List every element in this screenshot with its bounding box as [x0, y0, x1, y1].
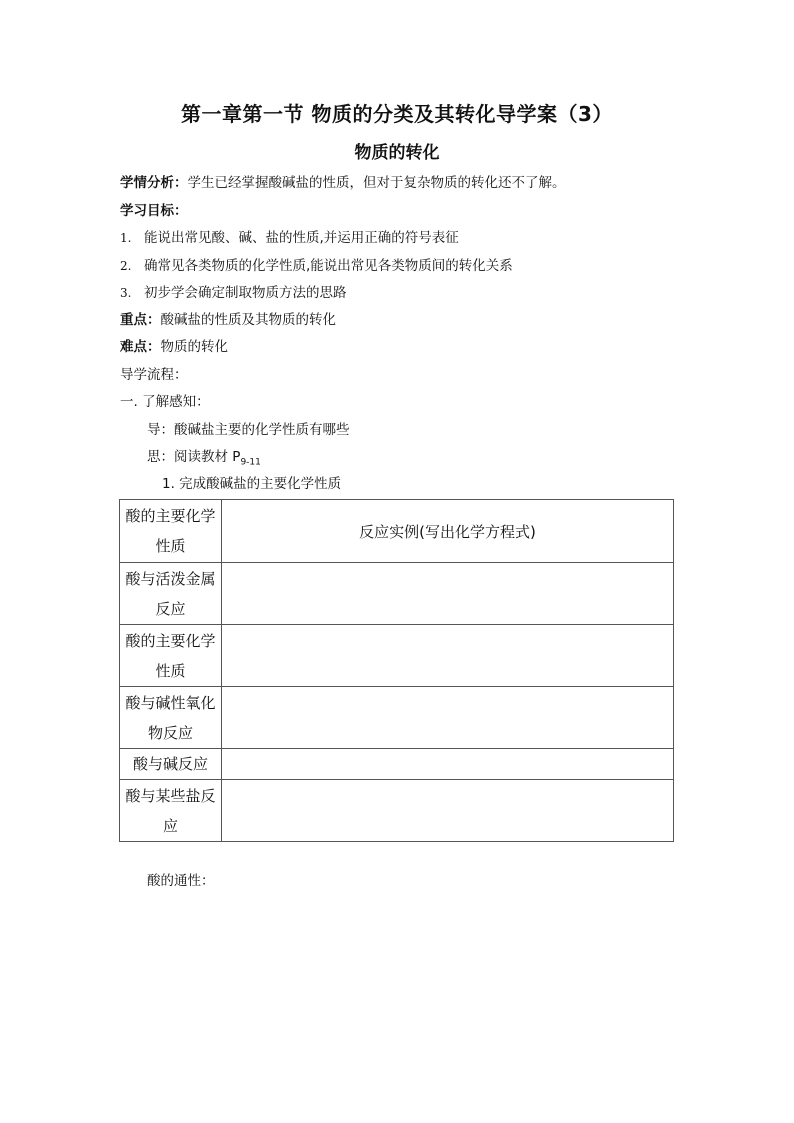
table-row	[120, 687, 674, 749]
difficulty-text: 物质的转化	[160, 339, 228, 355]
difficulty-line	[120, 338, 228, 356]
table-row	[120, 563, 674, 625]
page-title: 第一章第一节 物质的分类及其转化导学案（3）	[181, 102, 613, 126]
goal-number: 2.	[120, 259, 132, 273]
key-point-label: 重点：	[120, 312, 161, 328]
table-header-row	[120, 500, 674, 563]
goal-item	[120, 284, 347, 302]
acid-properties-table	[119, 499, 674, 842]
analysis-line	[120, 174, 566, 192]
page-subtitle: 物质的转化	[354, 143, 440, 163]
table-row	[120, 625, 674, 687]
table-row	[120, 749, 674, 780]
analysis-text: 学生已经掌握酸碱盐的性质，但对于复杂物质的转化还不了解。	[187, 175, 566, 191]
goal-text: 能说出常见酸、碱、盐的性质,并运用正确的符号表征	[144, 230, 459, 246]
row-answer-cell[interactable]	[222, 749, 674, 780]
row-answer-cell[interactable]	[222, 625, 674, 687]
goal-text: 确常见各类物质的化学性质,能说出常见各类物质间的转化关系	[144, 258, 513, 274]
page-range: 9-11	[240, 457, 261, 468]
goal-number: 1.	[120, 231, 132, 245]
key-point-line	[120, 311, 336, 329]
difficulty-label: 难点：	[120, 339, 161, 355]
table-row	[120, 780, 674, 842]
goals-label: 学习目标：	[120, 203, 188, 219]
think-text: 思：阅读教材 P	[147, 449, 241, 465]
header-example: 反应实例(写出化学方程式)	[222, 500, 674, 563]
row-answer-cell[interactable]	[222, 780, 674, 842]
row-answer-cell[interactable]	[222, 563, 674, 625]
row-label: 酸与活泼金属反应	[120, 563, 222, 625]
key-point-text: 酸碱盐的性质及其物质的转化	[160, 312, 336, 328]
row-label: 酸与碱性氧化物反应	[120, 687, 222, 749]
goal-text: 初步学会确定制取物质方法的思路	[144, 285, 347, 301]
row-label: 酸的主要化学性质	[120, 625, 222, 687]
guide-line: 导：酸碱盐主要的化学性质有哪些	[147, 422, 350, 438]
acid-common-properties-label: 酸的通性：	[147, 873, 215, 889]
header-property: 酸的主要化学性质	[120, 500, 222, 563]
row-label: 酸与碱反应	[120, 749, 222, 780]
goal-number: 3.	[120, 286, 132, 300]
think-line	[147, 448, 261, 472]
row-label: 酸与某些盐反应	[120, 780, 222, 842]
flow-label: 导学流程：	[120, 367, 188, 383]
row-answer-cell[interactable]	[222, 687, 674, 749]
analysis-label: 学情分析：	[120, 175, 188, 191]
task-line: 1. 完成酸碱盐的主要化学性质	[162, 476, 342, 492]
goal-item	[120, 257, 513, 275]
section-heading: 一. 了解感知：	[120, 394, 210, 410]
goal-item	[120, 229, 459, 247]
